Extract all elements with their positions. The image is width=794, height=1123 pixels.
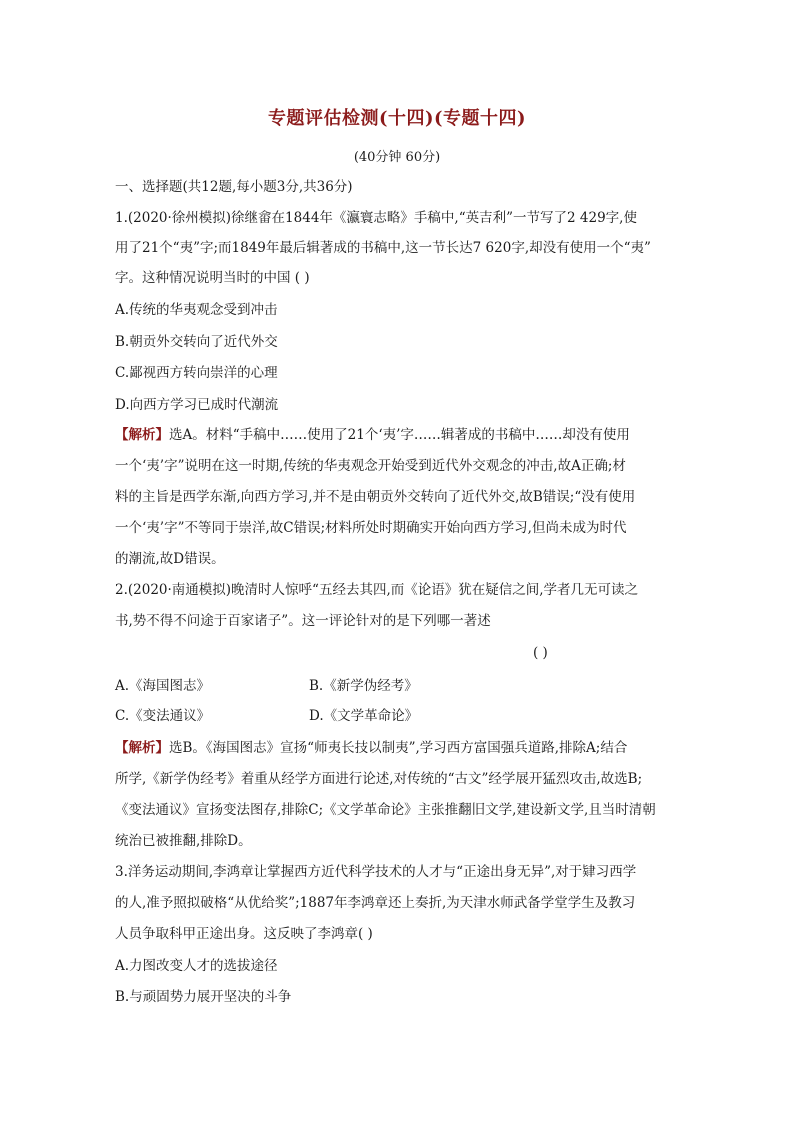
q1-analysis-line-4: 一个‘夷’字”不等同于崇洋,故C错误;材料所处时期确实开始向西方学习,但尚未成为时代	[115, 520, 627, 536]
q2-stem-line-1: 2.(2020·南通模拟)晚清时人惊呼“五经去其四,而《论语》犹在疑信之间,学者几无可读之	[115, 582, 639, 598]
q2-analysis-line-4: 统治已被推翻,排除D。	[115, 833, 252, 849]
q2-option-b: B.《新学伪经考》	[309, 678, 418, 694]
q1-analysis-tag: 【解析】	[115, 427, 169, 443]
q3-stem-line-3: 人员争取科甲正途出身。这反映了李鸿章( )	[115, 926, 373, 942]
q2-analysis-line-1	[115, 738, 627, 758]
q3-option-a: A.力图改变人才的选拔途径	[115, 958, 278, 974]
q1-stem-line-3: 字。这种情况说明当时的中国 ( )	[115, 270, 310, 286]
q1-analysis-line-2: 一个‘夷’字”说明在这一时期,传统的华夷观念开始受到近代外交观念的冲击,故A正确;材	[115, 458, 626, 474]
section-heading: 一、选择题(共12题,每小题3分,共36分)	[115, 179, 353, 195]
q1-analysis-line-1	[115, 425, 630, 445]
q2-analysis-text-1: 选B。《海国图志》宣扬“师夷长技以制夷”,学习西方富国强兵道路,排除A;结合	[169, 740, 628, 756]
q2-option-a: A.《海国图志》	[115, 678, 211, 694]
q1-option-b: B.朝贡外交转向了近代外交	[115, 334, 278, 350]
q1-option-a: A.传统的华夷观念受到冲击	[115, 302, 278, 318]
q2-stem-line-2: 书,势不得不问途于百家诸子”。这一评论针对的是下列哪一著述	[115, 613, 491, 629]
q3-stem-line-2: 的人,准予照拟破格“从优给奖”;1887年李鸿章还上奏折,为天津水师武备学堂学生及教习	[115, 895, 636, 911]
q2-analysis-tag: 【解析】	[115, 740, 169, 756]
q3-option-b: B.与顽固势力展开坚决的斗争	[115, 989, 292, 1005]
q3-stem-line-1: 3.洋务运动期间,李鸿章让掌握西方近代科学技术的人才与“正途出身无异”,对于肄习西学	[115, 864, 637, 880]
q1-option-c: C.鄙视西方转向崇洋的心理	[115, 365, 278, 381]
q1-analysis-line-5: 的潮流,故D错误。	[115, 551, 225, 567]
q1-option-d: D.向西方学习已成时代潮流	[115, 397, 279, 413]
q1-stem-line-1: 1.(2020·徐州模拟)徐继畲在1844年《瀛寰志略》手稿中,“英吉利”一节写了2 429字,使	[115, 210, 637, 226]
q1-stem-line-2: 用了21个“夷”字;而1849年最后辑著成的书稿中,这一节长达7 620字,却没有使用一个“夷”	[115, 240, 651, 256]
q2-analysis-line-3: 《变法通议》宣扬变法图存,排除C;《文学革命论》主张推翻旧文学,建设新文学,且当时清朝	[115, 802, 656, 818]
q2-answer-bracket: ( )	[533, 645, 548, 661]
document-subtitle: (40分钟 60分)	[353, 150, 441, 165]
q1-analysis-line-3: 料的主旨是西学东渐,向西方学习,并不是由朝贡外交转向了近代外交,故B错误;“没有使用	[115, 489, 636, 505]
q1-analysis-text-1: 选A。材料“手稿中……使用了21个‘夷’字……辑著成的书稿中……却没有使用	[169, 427, 630, 443]
q2-option-c: C.《变法通议》	[115, 708, 211, 724]
q2-analysis-line-2: 所学,《新学伪经考》着重从经学方面进行论述,对传统的“古文”经学展开猛烈攻击,故选B;	[115, 771, 643, 787]
document-title: 专题评估检测(十四)(专题十四)	[267, 108, 527, 129]
q2-option-d: D.《文学革命论》	[309, 708, 419, 724]
